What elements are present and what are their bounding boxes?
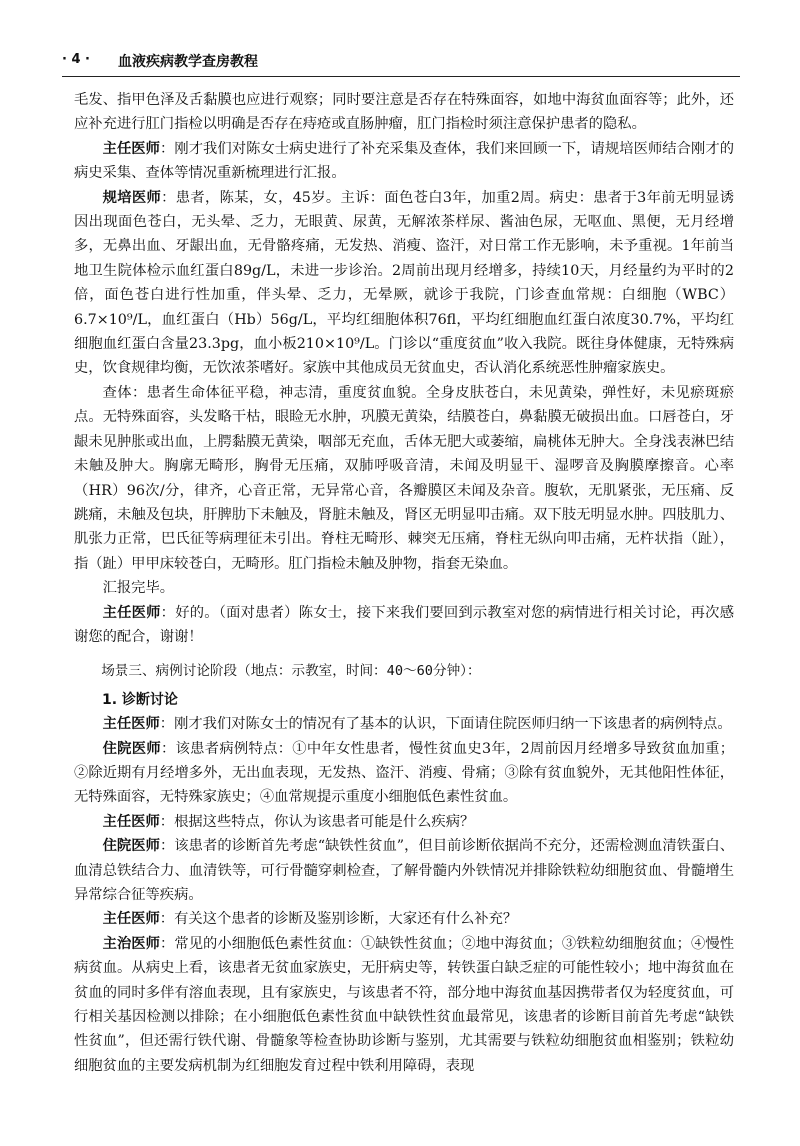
- scene-heading: 场景三、病例讨论阶段（地点：示教室，时间：40～60分钟）：: [101, 663, 481, 680]
- dialogue-paragraph: 主任医师：刚才我们对陈女士的情况有了基本的认识，下面请住院医师归纳一下该患者的病例特点。: [102, 716, 732, 733]
- dialogue-paragraph: 规培医师：患者，陈某，女，45岁。主诉：面色苍白3年，加重2周。病史：患者于3年前无明显诱因出现面色苍白，无头晕、乏力，无眼黄、尿黄，无解浓茶样尿、酱油色尿，无呕血、黑便，无月经增多，无鼻出血、牙龈出血，无骨骼疼痛，无发热、消瘦、盗汗，对日常工作无影响，未予重视。1年前当地卫生院体检示血红蛋白89g/L，未进一步诊治。2周前出现月经增多，持续10天，月经量约为平时的2倍，面色苍白进行性加重，伴头晕、乏力，无晕厥，就诊于我院，门诊查血常规：白细胞（WBC）6.7×10⁹/L，血红蛋白（Hb）56g/L，平均红细胞体积76fl，平均红细胞血红蛋白浓度30.7%，平均红细胞血红蛋白含量23.3pg，血小板210×10⁹/L。门诊以“重度贫血”收入我院。既往身体健康，无特殊病史，饮食规律均衡，无饮浓茶嗜好。家族中其他成员无贫血史，否认消化系统恶性肿瘤家族史。: [74, 189, 734, 377]
- page-header: [62, 50, 740, 77]
- body-paragraph: 汇报完毕。: [102, 580, 175, 597]
- speaker-label: 规培医师: [102, 189, 162, 206]
- dialogue-paragraph: 住院医师：该患者的诊断首先考虑“缺铁性贫血”，但目前诊断依据尚不充分，还需检测血清铁蛋白、血清总铁结合力、血清铁等，可行骨髓穿刺检查，了解骨髓内外铁情况并排除铁粒幼细胞贫血、骨髓增生异常综合征等疾病。: [74, 838, 734, 903]
- dialogue-paragraph: 主任医师：好的。（面对患者）陈女士，接下来我们要回到示教室对您的病情进行相关讨论，再次感谢您的配合，谢谢！: [74, 604, 734, 645]
- dialogue-paragraph: 主任医师：根据这些特点，你认为该患者可能是什么疾病？: [102, 813, 475, 830]
- section-heading: 1. 诊断讨论: [102, 691, 178, 708]
- dialogue-paragraph: 主治医师：常见的小细胞低色素性贫血：①缺铁性贫血；②地中海贫血；③铁粒幼细胞贫血；④慢性病贫血。从病史上看，该患者无贫血家族史，无肝病史等，转铁蛋白缺乏症的可能性较小；地中海贫血在贫血的同时多伴有溶血表现，且有家族史，与该患者不符，部分地中海贫血基因携带者仅为轻度贫血，可行相关基因检测以排除；在小细胞低色素性贫血中缺铁性贫血最常见，该患者的诊断目前首先考虑“缺铁性贫血”，但还需行铁代谢、骨髓象等检查协助诊断与鉴别，尤其需要与铁粒幼细胞贫血相鉴别；铁粒幼细胞贫血的主要发病机制为红细胞发育过程中铁利用障碍，表现: [74, 935, 734, 1074]
- speaker-label: 主治医师: [102, 935, 160, 952]
- speaker-label: 主任医师: [102, 911, 160, 928]
- speaker-label: 主任医师: [102, 140, 160, 157]
- page-body: [74, 88, 734, 1078]
- book-title: 血液疾病教学查房教程: [118, 54, 258, 70]
- dialogue-paragraph: 主任医师：刚才我们对陈女士病史进行了补充采集及查体，我们来回顾一下，请规培医师结合刚才的病史采集、查体等情况重新梳理进行汇报。: [74, 140, 734, 182]
- dialogue-paragraph: 主任医师：有关这个患者的诊断及鉴别诊断，大家还有什么补充？: [102, 911, 518, 928]
- body-paragraph: 毛发、指甲色泽及舌黏膜也应进行观察；同时要注意是否存在特殊面容，如地中海贫血面容等；此外，还应补充进行肛门指检以明确是否存在痔疮或直肠肿瘤，肛门指检时须注意保护患者的隐私。: [74, 92, 734, 133]
- speaker-label: 主任医师: [102, 604, 161, 621]
- body-paragraph: 查体：患者生命体征平稳，神志清，重度贫血貌。全身皮肤苍白，未见黄染，弹性好，未见瘀斑瘀点。无特殊面容，头发略干枯，眼睑无水肿，巩膜无黄染，结膜苍白，鼻黏膜无破损出血。口唇苍白，牙龈未见肿胀或出血，上腭黏膜无黄染，咽部无充血，舌体无肥大或萎缩，扁桃体无肿大。全身浅表淋巴结未触及肿大。胸廓无畸形，胸骨无压痛，双肺呼吸音清，未闻及明显干、湿啰音及胸膜摩擦音。心率（HR）96次/分，律齐，心音正常，无异常心音，各瓣膜区未闻及杂音。腹软，无肌紧张，无压痛、反跳痛，未触及包块，肝脾肋下未触及，肾脏未触及，肾区无明显叩击痛。双下肢无明显水肿。四肢肌力、肌张力正常，巴氏征等病理征未引出。脊柱无畸形、棘突无压痛，脊柱无纵向叩击痛，无杵状指（趾），指（趾）甲甲床较苍白，无畸形。肛门指检未触及肿物，指套无染血。: [74, 384, 734, 572]
- speaker-label: 主任医师: [102, 813, 160, 830]
- page-number: · 4 ·: [62, 52, 90, 67]
- speaker-label: 主任医师: [102, 716, 160, 733]
- speaker-label: 住院医师: [102, 838, 160, 855]
- speaker-label: 住院医师: [102, 740, 161, 757]
- dialogue-paragraph: 住院医师：该患者病例特点：①中年女性患者，慢性贫血史3年，2周前因月经增多导致贫血加重；②除近期有月经增多外，无出血表现，无发热、盗汗、消瘦、骨痛；③除有贫血貌外，无其他阳性体征，无特殊面容，无特殊家族史；④血常规提示重度小细胞低色素性贫血。: [74, 740, 734, 806]
